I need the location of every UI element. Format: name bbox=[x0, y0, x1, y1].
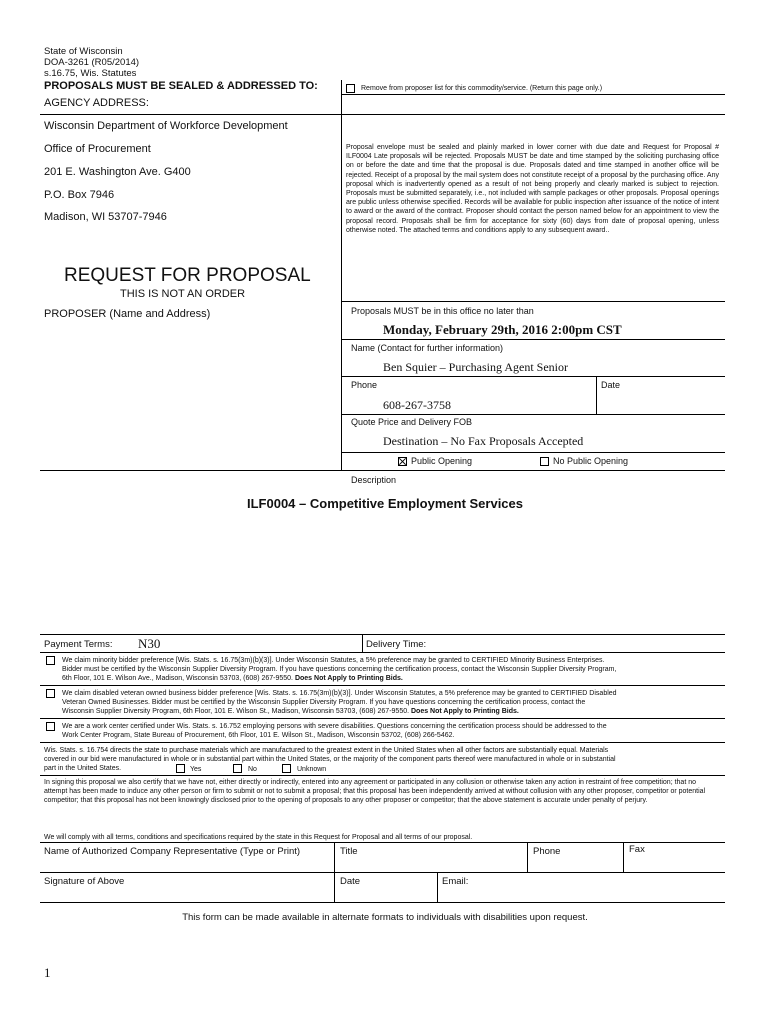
rep-phone-label: Phone bbox=[533, 846, 561, 857]
divider bbox=[40, 685, 725, 686]
state-name: State of Wisconsin bbox=[44, 46, 123, 57]
us-made-unknown-label: Unknown bbox=[297, 766, 327, 773]
form-id: DOA-3261 (R05/2014) bbox=[44, 57, 140, 68]
us-made-line-2: covered in our bid were manufactured in whole or in substantial part within the United States, or the majority of the component parts thereof were manufactured in whole or in substantial bbox=[44, 756, 616, 763]
veteran-preference-line-2: Veteran Owned Businesses. Bidder must be certified by the Wisconsin Supplier Diversity Program. If you have questions concerning the certification process, contact the bbox=[62, 699, 586, 706]
divider bbox=[40, 902, 725, 903]
us-made-line-3: part in the United States. bbox=[44, 765, 122, 772]
divider bbox=[40, 742, 725, 743]
email-label: Email: bbox=[442, 876, 469, 887]
divider bbox=[341, 376, 725, 377]
us-made-yes-label: Yes bbox=[190, 766, 202, 773]
agency-city: Madison, WI 53707-7946 bbox=[44, 211, 167, 223]
signature-label: Signature of Above bbox=[44, 876, 125, 887]
alternate-formats-note: This form can be made available in alternate formats to individuals with disabilities upon request. bbox=[182, 912, 588, 923]
divider bbox=[341, 301, 725, 302]
contact-value: Ben Squier – Purchasing Agent Senior bbox=[383, 360, 568, 374]
divider-vertical bbox=[341, 80, 342, 470]
us-made-line-1: Wis. Stats. s. 16.754 directs the state to purchase materials which are manufactured to the greatest extent in the United States when all other factors are substantially equal. Materials bbox=[44, 747, 609, 754]
veteran-not-apply-note: Does Not Apply to Printing Bids. bbox=[411, 708, 519, 715]
deadline-value: Monday, February 29th, 2016 2:00pm CST bbox=[383, 322, 622, 337]
divider-vertical bbox=[596, 376, 597, 414]
divider-vertical bbox=[623, 842, 624, 872]
veteran-preference-line-3: Wisconsin Supplier Diversity Program, 6th Floor, 101 E. Wilson St., Madison, Wisconsin 53703, (608) 267-9550. bbox=[62, 708, 410, 715]
proposer-label: PROPOSER (Name and Address) bbox=[44, 308, 211, 320]
divider bbox=[341, 339, 725, 340]
rep-name-label: Name of Authorized Company Representative (Type or Print) bbox=[44, 846, 301, 857]
statute: s.16.75, Wis. Statutes bbox=[44, 68, 137, 79]
remove-from-list-label: Remove from proposer list for this commodity/service. (Return this page only.) bbox=[361, 85, 603, 92]
sealed-title: PROPOSALS MUST BE SEALED & ADDRESSED TO: bbox=[44, 80, 318, 92]
work-center-checkbox[interactable] bbox=[46, 722, 55, 731]
comply-statement: We will comply with all terms, conditions and specifications required by the state in this Request for Proposal and all terms of our proposal. bbox=[44, 834, 473, 841]
date-label: Date bbox=[601, 380, 621, 390]
divider-vertical bbox=[437, 872, 438, 902]
divider bbox=[341, 94, 725, 95]
divider bbox=[341, 414, 725, 415]
certification-statement: In signing this proposal we also certify that we have not, either directly or indirectly, entered into any agreement or participated in any collusion or otherwise taken any action in restraint of free competition; that no attempt has been made to induce any other person or firm to submit or not to submit a proposal; that this proposal has been independently arrived at without collusion with any other proposer, competitor or potential competitor; that this proposal has not been knowingly disclosed prior to the opening of proposals to any other proposer or competitor; that the above statement is accurate under penalty of perjury. bbox=[44, 779, 706, 804]
divider bbox=[40, 652, 725, 653]
public-opening-label: Public Opening bbox=[411, 456, 473, 466]
agency-po-box: P.O. Box 7946 bbox=[44, 189, 115, 201]
divider bbox=[40, 470, 725, 471]
delivery-time-label: Delivery Time: bbox=[366, 639, 427, 650]
agency-street: 201 E. Washington Ave. G400 bbox=[44, 166, 191, 178]
divider-vertical bbox=[527, 842, 528, 872]
phone-label: Phone bbox=[351, 380, 378, 390]
minority-preference-line-2: Bidder must be certified by the Wisconsin Supplier Diversity Program. If you have questions concerning the certification process, contact the Wisconsin Supplier Diversity Program, bbox=[62, 666, 617, 673]
description-title: ILF0004 – Competitive Employment Services bbox=[247, 496, 523, 511]
no-public-opening-checkbox[interactable] bbox=[540, 457, 549, 466]
veteran-preference-checkbox[interactable] bbox=[46, 689, 55, 698]
minority-preference-line-3: 6th Floor, 101 E. Wilson Ave., Madison, Wisconsin 53703, (608) 267-9550. bbox=[62, 675, 293, 682]
us-made-no-label: No bbox=[248, 766, 257, 773]
deadline-label: Proposals MUST be in this office no later than bbox=[351, 306, 534, 316]
fob-label: Quote Price and Delivery FOB bbox=[351, 417, 473, 427]
work-center-line-1: We are a work center certified under Wis. Stats. s. 16.752 employing persons with severe disabilities. Questions concerning the certification process should be addressed to the bbox=[62, 723, 607, 730]
payment-terms-label: Payment Terms: bbox=[44, 639, 113, 650]
divider bbox=[40, 634, 725, 635]
agency-address-label: AGENCY ADDRESS: bbox=[44, 97, 149, 109]
us-made-no-checkbox[interactable] bbox=[233, 764, 242, 773]
divider-vertical bbox=[362, 634, 363, 652]
description-label: Description bbox=[351, 475, 397, 485]
veteran-preference-line-1: We claim disabled veteran owned business bidder preference [Wis. Stats. s. 16.75(3m)(b)(3)]. Under Wisconsin Statutes, a 5% preference may be granted to CERTIFIED Disabled bbox=[62, 690, 617, 697]
phone-value: 608-267-3758 bbox=[383, 398, 451, 412]
minority-preference-line-1: We claim minority bidder preference [Wis. Stats. s. 16.75(3m)(b)(3)]. Under Wisconsin Statutes, a 5% preference may be granted to CERTIFIED Minority Business Enterprises. bbox=[62, 657, 605, 664]
rfp-subtitle: THIS IS NOT AN ORDER bbox=[120, 288, 246, 300]
signature-date-label: Date bbox=[340, 876, 361, 887]
fax-label: Fax bbox=[629, 844, 645, 855]
fob-value: Destination – No Fax Proposals Accepted bbox=[383, 434, 584, 448]
divider bbox=[40, 775, 725, 776]
public-opening-checkbox[interactable] bbox=[398, 457, 407, 466]
minority-not-apply-note: Does Not Apply to Printing Bids. bbox=[294, 675, 403, 682]
work-center-line-2: Work Center Program, State Bureau of Procurement, 6th Floor, 101 E. Wilson St., Madison, Wisconsin 53702, (608) 266-5462. bbox=[62, 732, 455, 739]
divider bbox=[341, 452, 725, 453]
divider bbox=[40, 718, 725, 719]
divider bbox=[40, 872, 725, 873]
no-public-opening-label: No Public Opening bbox=[553, 456, 629, 466]
us-made-yes-checkbox[interactable] bbox=[176, 764, 185, 773]
contact-label: Name (Contact for further information) bbox=[351, 343, 504, 353]
proposal-instructions: Proposal envelope must be sealed and plainly marked in lower corner with due date and Request for Proposal # ILF0004 Late proposals will be rejected. Proposals MUST be date and time stamped by the soliciting purchasing office on or before the date and time that the proposal is due. Proposals dated and time stamped in another office will be rejected. Receipt of a proposal by the mail system does not constitute receipt of a proposal by the purchasing office. Any proposal which is inadvertently opened as a result of not being properly and clearly marked is subject to rejection. Proposals must be submitted separately, i.e., not included with sample packages or other proposals. Proposal openings are public unless otherwise specified. Records will be available for public inspection after issuance of the notice of intent to award or the award of the contract. Proposer should contact the person named below for an appointment to view the proposal record. Proposals shall be firm for acceptance for sixty (60) days from date of proposal opening, unless otherwise noted. The attached terms and conditions apply to any subsequent award.. bbox=[346, 144, 719, 234]
rfp-title: REQUEST FOR PROPOSAL bbox=[64, 265, 311, 286]
payment-terms-value: N30 bbox=[138, 636, 161, 651]
title-label: Title bbox=[340, 846, 358, 857]
remove-from-list-checkbox[interactable] bbox=[346, 84, 355, 93]
page-number: 1 bbox=[44, 965, 51, 980]
minority-preference-checkbox[interactable] bbox=[46, 656, 55, 665]
agency-department: Wisconsin Department of Workforce Development bbox=[44, 120, 288, 132]
agency-office: Office of Procurement bbox=[44, 143, 151, 155]
us-made-unknown-checkbox[interactable] bbox=[282, 764, 291, 773]
divider bbox=[40, 114, 725, 115]
